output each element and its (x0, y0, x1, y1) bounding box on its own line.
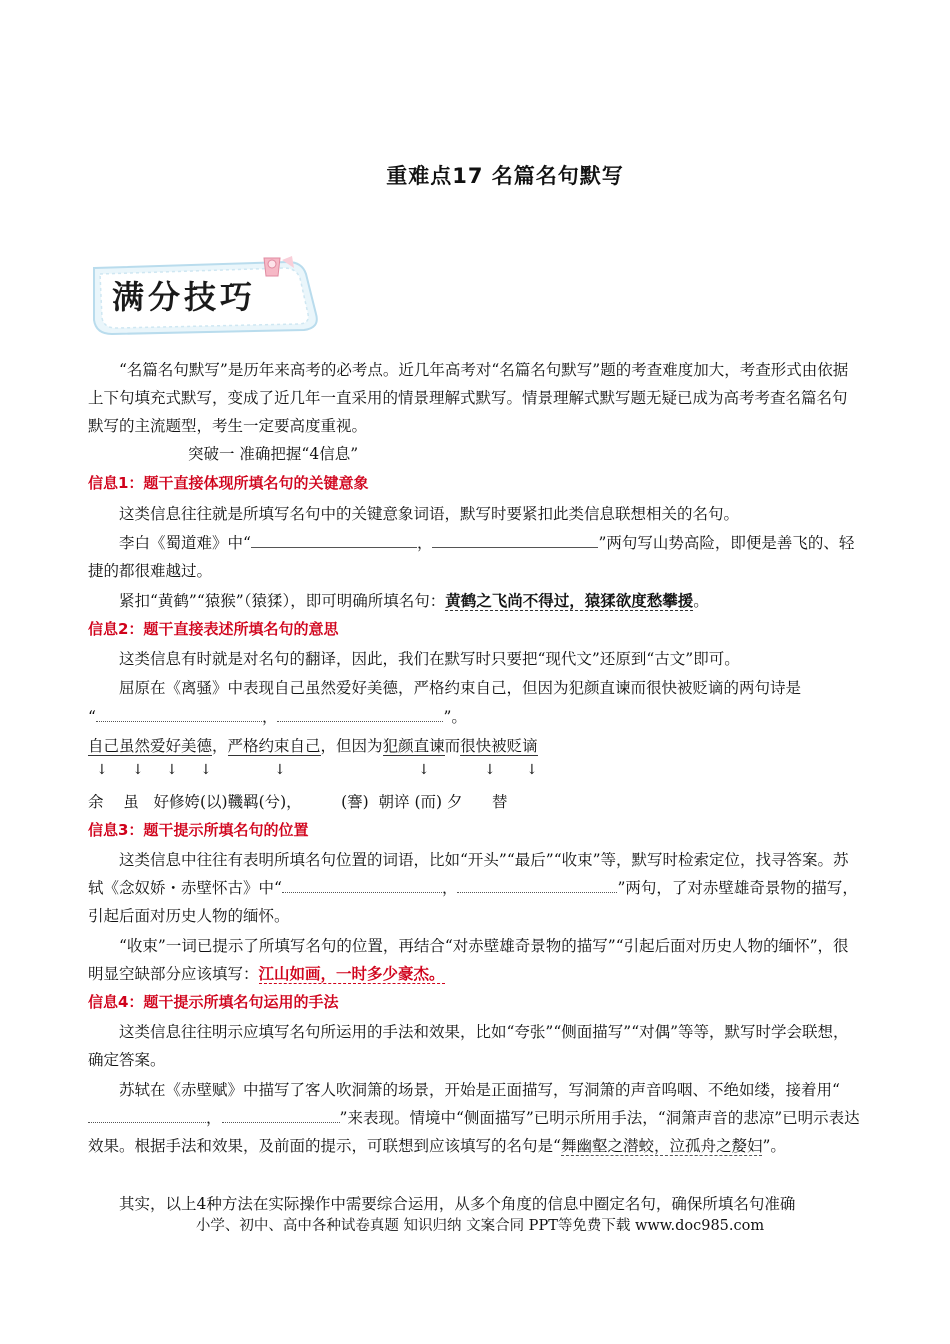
page-title: 重难点17 名篇名句默写 (386, 164, 624, 188)
info2-gloss: 自己虽然爱好美德，严格约束自己，但因为犯颜直谏而很快被贬谪 (88, 737, 538, 755)
info1-desc: 这类信息往往就是所填写名句中的关键意象词语，默写时要紧扣此类信息联想相关的名句。 (119, 505, 740, 523)
answer-blank[interactable] (277, 705, 443, 722)
info3-example: 这类信息中往往有表明所填名句位置的词语，比如“开头”“最后”“收束”等，默写时检索定位，找寻答案。苏轼《念奴娇・赤壁怀古》中“ ， ”两句，了对赤壁雄奇景物的描写，引起后面对历史人物的缅怀。 (88, 851, 858, 925)
answer-blank[interactable] (96, 705, 262, 722)
info3-heading: 信息3：题干提示所填名句的位置 (88, 821, 309, 839)
breakthrough-heading: 突破一 准确把握“4信息” (188, 445, 359, 463)
info4-example: 苏轼在《赤壁赋》中描写了客人吹洞箫的场景，开始是正面描写，写洞箫的声音呜咽、不绝如缕，接着用“， ”来表现。情境中“侧面描写”已明示所用手法，“洞箫声音的悲凉”已明示表达效果。根据手法和效果，及前面的提示，可联想到应该填写的名句是“舞幽壑之潜蛟，泣孤舟之嫠妇”。 (88, 1081, 860, 1155)
info4-heading: 信息4：题干提示所填名句运用的手法 (88, 993, 339, 1011)
info2-desc: 这类信息有时就是对名句的翻译，因此，我们在默写时只要把“现代文”还原到“古文”即可。 (119, 650, 740, 668)
down-arrow-icon: ↓ (200, 762, 212, 778)
answer-blank[interactable] (251, 531, 417, 548)
down-arrow-icon: ↓ (166, 762, 178, 778)
info2-translation: 余 虽 好修姱(以)鞿羁(兮)， (謇) 朝谇 (而) 夕 替 (88, 793, 508, 811)
down-arrow-icon: ↓ (418, 762, 430, 778)
page-footer: 小学、初中、高中各种试卷真题 知识归纳 文案合同 PPT等免费下载 www.doc985.com (195, 1218, 765, 1234)
answer-blank[interactable] (432, 531, 598, 548)
intro-paragraph: “名篇名句默写”是历年来高考的必考点。近几年高考对“名篇名句默写”题的考查难度加大，考查形式由依据上下句填充式默写，变成了近几年一直采用的情景理解式默写。情景理解式默写题无疑已成为高考考查名篇名句默写的主流题型，考生一定要高度重视。 (88, 361, 849, 435)
info2-example: 屈原在《离骚》中表现自己虽然爱好美德，严格约束自己，但因为犯颜直谏而很快被贬谪的两句诗是 (119, 679, 802, 697)
down-arrow-icon: ↓ (274, 762, 286, 778)
info1-answer: 紧扣“黄鹤”“猿猴”（猿猱），即可明确所填名句：黄鹤之飞尚不得过，猿猱欲度愁攀援。 (119, 591, 709, 610)
down-arrow-icon: ↓ (526, 762, 538, 778)
answer-text: 江山如画，一时多少豪杰。 (258, 964, 445, 983)
down-arrow-icon: ↓ (484, 762, 496, 778)
answer-blank[interactable] (222, 1106, 340, 1123)
closing-paragraph: 其实，以上4种方法在实际操作中需要综合运用，从多个角度的信息中圈定名句，确保所填名句准确 (119, 1195, 796, 1213)
banner-title: 满分技巧 (112, 278, 257, 316)
info2-heading: 信息2：题干直接表述所填名句的意思 (88, 620, 339, 638)
info3-answer: “收束”一词已提示了所填写名句的位置，再结合“对赤壁雄奇景物的描写”“引起后面对历史人物的缅怀”，很明显空缺部分应该填写：江山如画，一时多少豪杰。 (88, 937, 849, 983)
answer-blank[interactable] (282, 876, 442, 893)
down-arrow-icon: ↓ (96, 762, 108, 778)
info1-heading: 信息1：题干直接体现所填名句的关键意象 (88, 474, 369, 492)
down-arrow-icon: ↓ (132, 762, 144, 778)
answer-blank[interactable] (457, 876, 617, 893)
answer-blank[interactable] (88, 1106, 206, 1123)
info2-blanks: “ ， ”。 (88, 703, 467, 731)
answer-text: 黄鹤之飞尚不得过，猿猱欲度愁攀援 (445, 591, 694, 610)
info1-example: 李白《蜀道难》中“ ， ”两句写山势高险，即便是善飞的、轻捷的都很难越过。 (88, 529, 860, 585)
gloss-arrows (96, 762, 696, 782)
info4-desc: 这类信息往往明示应填写名句所运用的手法和效果，比如“夸张”“侧面描写”“对偶”等等，默写时学会联想，确定答案。 (88, 1023, 849, 1069)
banner (88, 254, 328, 338)
answer-text: 舞幽壑之潜蛟，泣孤舟之嫠妇 (560, 1137, 763, 1155)
